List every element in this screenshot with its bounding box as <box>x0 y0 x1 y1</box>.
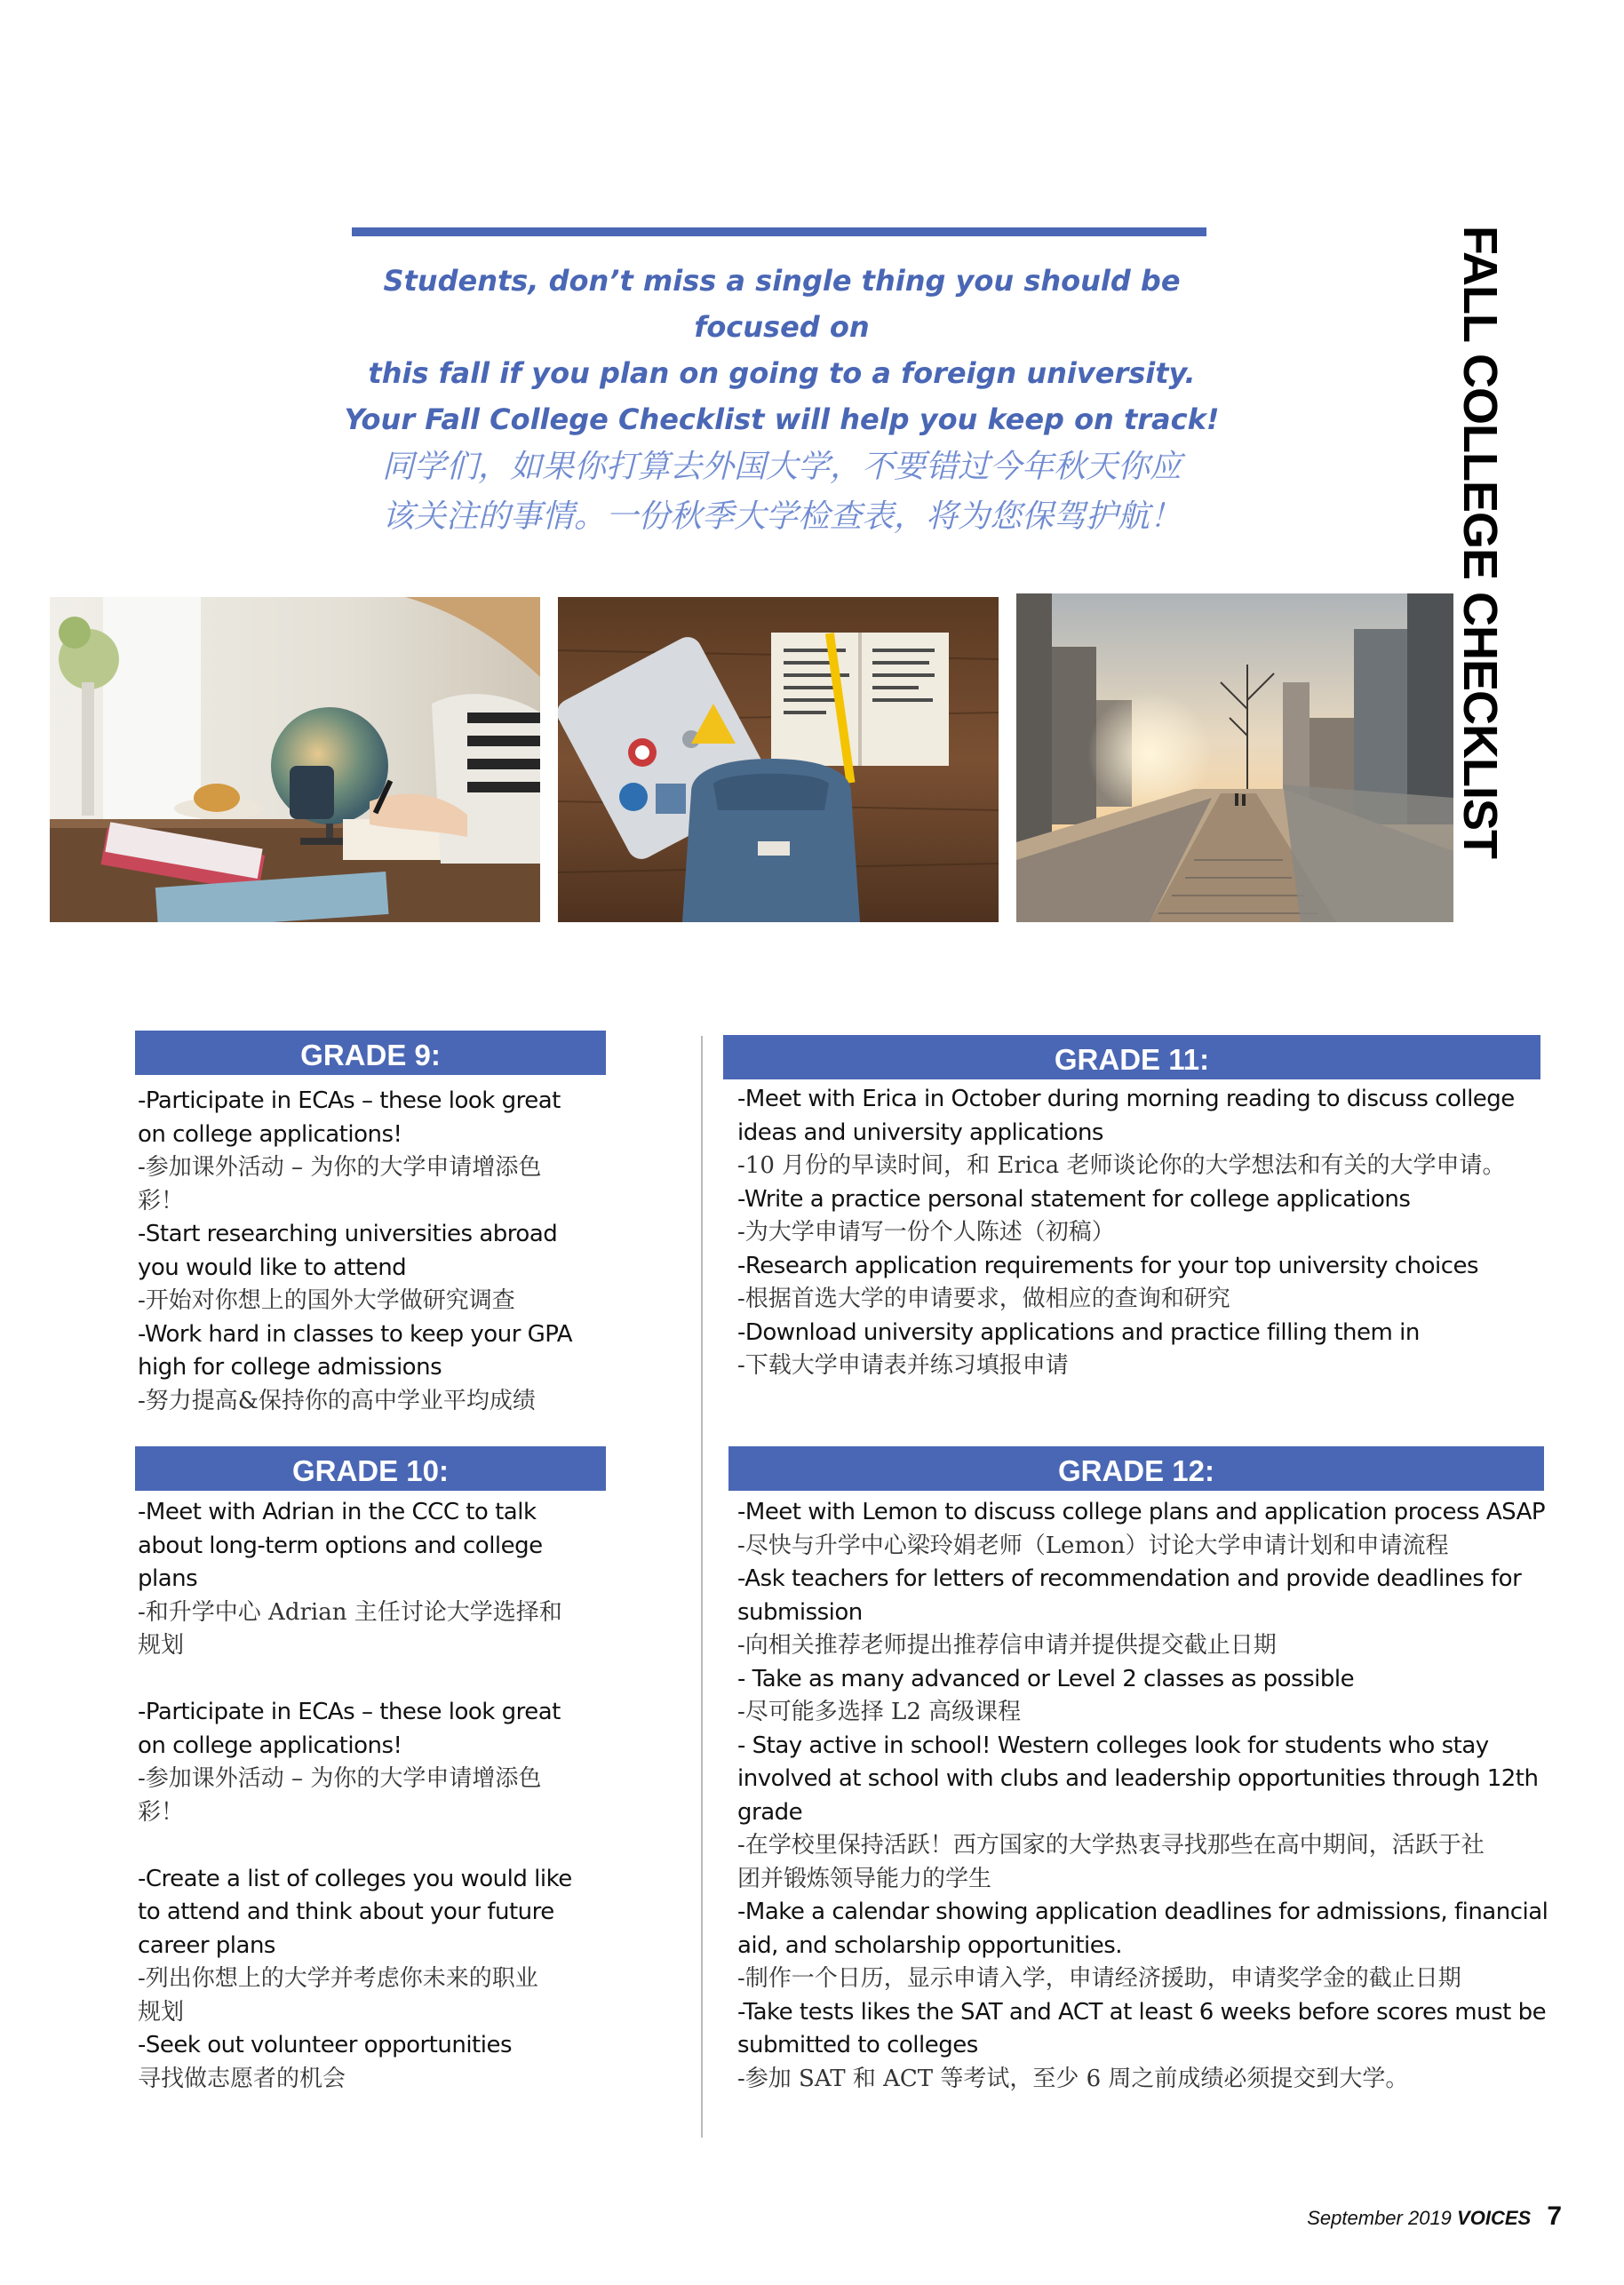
checklist-line-english: -Participate in ECAs – these look great <box>138 1087 561 1114</box>
grade-12-heading: GRADE 12: <box>728 1446 1544 1491</box>
checklist-line-english: on college applications! <box>138 1732 402 1759</box>
checklist-line-english: -Work hard in classes to keep your GPA <box>138 1320 573 1348</box>
page-number: 7 <box>1547 2201 1562 2231</box>
grade-10-heading: GRADE 10: <box>135 1446 606 1491</box>
checklist-line-chinese: -根据首选大学的申请要求，做相应的查询和研究 <box>737 1286 1230 1312</box>
checklist-line-english: -Research application requirements for your top university choices <box>737 1252 1479 1279</box>
checklist-line-chinese: -尽快与升学中心梁玲娟老师（Lemon）讨论大学申请计划和申请流程 <box>737 1532 1449 1559</box>
checklist-line-chinese: -在学校里保持活跃！西方国家的大学热衷寻找那些在高中期间，活跃于社 <box>737 1832 1485 1859</box>
checklist-line-chinese: -开始对你想上的国外大学做研究调查 <box>138 1287 515 1314</box>
photo-city-walkway <box>1016 593 1453 922</box>
checklist-line-english: -Meet with Lemon to discuss college plans and application process ASAP <box>737 1499 1546 1525</box>
list-spacer <box>138 1829 600 1863</box>
checklist-line-chinese: -制作一个日历，显示申请入学，申请经济援助，申请奖学金的截止日期 <box>737 1965 1461 1992</box>
checklist-line-chinese: 彩！ <box>138 1798 185 1826</box>
checklist-line-english: -Download university applications and practice filling them in <box>737 1318 1420 1346</box>
checklist-line-english: -Ask teachers for letters of recommendation and provide deadlines for <box>737 1565 1522 1592</box>
checklist-line-chinese: -10 月份的早读时间，和 Erica 老师谈论你的大学想法和有关的大学申请。 <box>737 1152 1506 1179</box>
checklist-line-english: involved at school with clubs and leadership opportunities through 12th <box>737 1765 1539 1792</box>
grade-9-list <box>138 1085 600 1418</box>
grade-10-list <box>138 1496 600 2096</box>
grade-9-heading: GRADE 9: <box>135 1031 606 1075</box>
checklist-line-chinese: -参加课外活动 – 为你的大学申请增添色 <box>138 1765 542 1792</box>
checklist-line-english: submission <box>737 1598 863 1626</box>
checklist-line-chinese: -努力提高&保持你的高中学业平均成绩 <box>138 1387 536 1414</box>
checklist-line-chinese: 规划 <box>138 1632 185 1659</box>
grade-12-list <box>737 1496 1564 2096</box>
checklist-line-english: -Meet with Adrian in the CCC to talk <box>138 1499 537 1525</box>
checklist-line-chinese: -参加课外活动 – 为你的大学申请增添色 <box>138 1154 542 1181</box>
checklist-line-english: you would like to attend <box>138 1254 407 1281</box>
checklist-line-english: -Create a list of colleges you would like <box>138 1865 572 1892</box>
checklist-line-english: -Start researching universities abroad <box>138 1221 558 1247</box>
checklist-line-chinese: -参加 SAT 和 ACT 等考试，至少 6 周之前成绩必须提交到大学。 <box>737 2065 1409 2092</box>
checklist-line-english: - Stay active in school! Western colleges look for students who stay <box>737 1732 1489 1759</box>
checklist-line-english: -Meet with Erica in October during morning reading to discuss college <box>737 1086 1515 1112</box>
checklist-line-english: grade <box>737 1798 803 1826</box>
checklist-line-english: on college applications! <box>138 1120 402 1148</box>
checklist-line-english: -Take tests likes the SAT and ACT at least 6 weeks before scores must be <box>737 1998 1547 2026</box>
checklist-line-english: -Make a calendar showing application deadlines for admissions, financial <box>737 1899 1548 1925</box>
checklist-line-chinese: 团并锻炼领导能力的学生 <box>737 1865 992 1892</box>
checklist-line-english: to attend and think about your future <box>138 1899 554 1925</box>
checklist-line-english: career plans <box>138 1931 275 1959</box>
intro-english-line: this fall if you plan on going to a foreign university. <box>368 356 1196 390</box>
checklist-line-chinese: -列出你想上的大学并考虑你未来的职业 <box>138 1965 538 1992</box>
checklist-line-chinese: -下载大学申请表并练习填报申请 <box>737 1352 1069 1379</box>
checklist-line-english: -Write a practice personal statement for college applications <box>737 1185 1411 1213</box>
checklist-line-english: -Seek out volunteer opportunities <box>138 2032 513 2058</box>
intro-english-line: Students, don’t miss a single thing you should be focused on <box>383 264 1181 344</box>
page-footer <box>1307 2201 1562 2232</box>
photo-student-desk <box>50 597 540 922</box>
checklist-line-chinese: 寻找做志愿者的机会 <box>138 2065 346 2092</box>
footer-issue: September 2019 <box>1307 2207 1452 2229</box>
intro-english-line: Your Fall College Checklist will help you keep on track! <box>344 402 1220 436</box>
grade-11-heading: GRADE 11: <box>723 1035 1540 1079</box>
checklist-line-english: aid, and scholarship opportunities. <box>737 1931 1123 1959</box>
checklist-line-chinese: 规划 <box>138 1998 185 2026</box>
intro-rule <box>352 227 1206 236</box>
checklist-line-chinese: -尽可能多选择 L2 高级课程 <box>737 1699 1022 1725</box>
checklist-line-english: submitted to colleges <box>737 2032 978 2058</box>
checklist-line-english: high for college admissions <box>138 1354 442 1381</box>
intro-chinese-line: 同学们，如果你打算去外国大学，不要错过今年秋天你应 <box>381 449 1182 485</box>
checklist-line-english: plans <box>138 1565 198 1592</box>
checklist-line-chinese: -和升学中心 Adrian 主任讨论大学选择和 <box>138 1598 562 1626</box>
column-divider <box>701 1036 703 2138</box>
checklist-line-chinese: -向相关推荐老师提出推荐信申请并提供提交截止日期 <box>737 1632 1277 1659</box>
checklist-line-english: ideas and university applications <box>737 1119 1103 1146</box>
checklist-line-english: about long-term options and college <box>138 1532 543 1559</box>
intro-block <box>338 258 1226 542</box>
checklist-line-chinese: 彩！ <box>138 1187 185 1214</box>
checklist-line-chinese: -为大学申请写一份个人陈述（初稿） <box>737 1219 1115 1246</box>
page-title-text: FALL COLLEGE CHECKLIST <box>1453 225 1507 858</box>
list-spacer <box>138 1663 600 1697</box>
checklist-line-english: - Take as many advanced or Level 2 classes as possible <box>737 1665 1355 1692</box>
photo-laptop-notebook <box>558 597 999 922</box>
intro-chinese-line: 该关注的事情。一份秋季大学检查表，将为您保驾护航！ <box>381 498 1182 535</box>
checklist-line-english: -Participate in ECAs – these look great <box>138 1699 561 1725</box>
grade-11-list <box>737 1083 1564 1383</box>
footer-brand: VOICES <box>1457 2207 1532 2229</box>
